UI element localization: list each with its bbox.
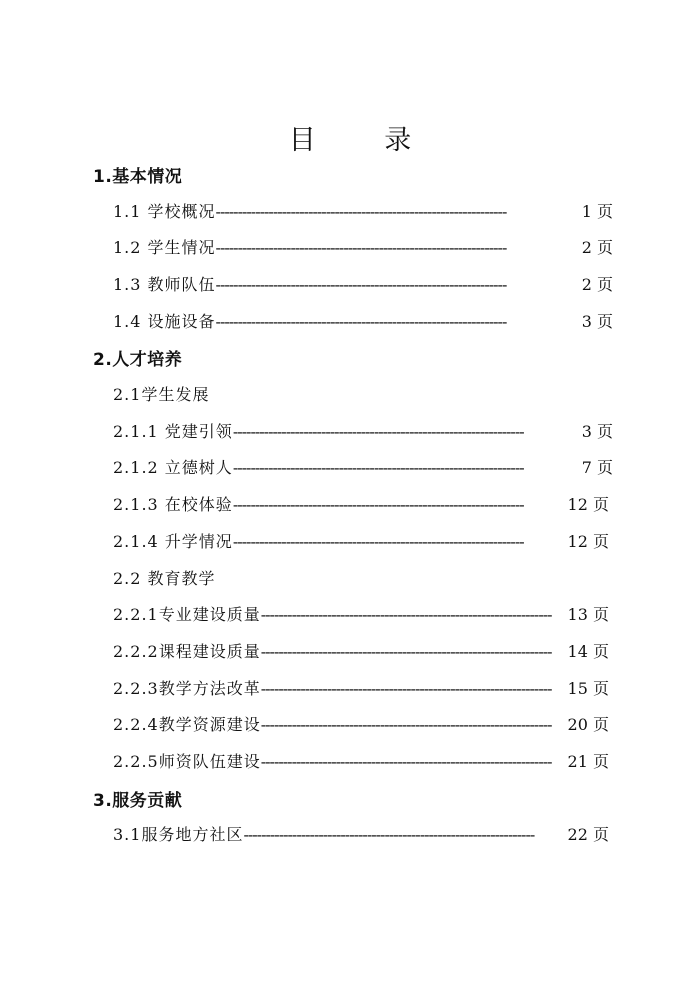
toc-leader: ------------------------------------------------------------------ <box>260 605 552 624</box>
toc-entry-label: 2.2.1专业建设质量 <box>113 605 261 624</box>
toc-entry-label: 2.2.4教学资源建设 <box>113 715 261 734</box>
toc-page-number: 3 页 <box>581 312 613 331</box>
toc-entry-label: 1.2 学生情况 <box>113 238 216 257</box>
section-heading-3: 3.服务贡献 <box>93 791 183 811</box>
toc-page-number: 12 页 <box>567 532 609 551</box>
toc-leader: ------------------------------------------------------------------ <box>215 312 507 331</box>
toc-page-number: 1 页 <box>581 202 613 221</box>
toc-entry-label: 2.1.3 在校体验 <box>113 495 233 514</box>
toc-page-number: 20 页 <box>567 715 609 734</box>
section-heading-2: 2.人才培养 <box>93 350 183 370</box>
toc-leader: ------------------------------------------------------------------ <box>215 202 507 221</box>
toc-entry[interactable] <box>113 822 609 845</box>
toc-entry[interactable] <box>113 639 609 662</box>
toc-entry[interactable] <box>113 712 609 735</box>
toc-entry[interactable] <box>113 676 609 699</box>
toc-entry[interactable] <box>113 602 609 625</box>
toc-leader: ------------------------------------------------------------------ <box>260 715 552 734</box>
toc-entry[interactable] <box>113 529 609 552</box>
toc-entry-label: 3.1服务地方社区 <box>113 825 244 844</box>
toc-page-number: 2 页 <box>581 275 613 294</box>
toc-entry-label: 1.3 教师队伍 <box>113 275 216 294</box>
toc-page-number: 7 页 <box>581 458 613 477</box>
toc-leader: ------------------------------------------------------------------ <box>243 825 535 844</box>
toc-entry-label: 2.1.4 升学情况 <box>113 532 233 551</box>
toc-entry[interactable] <box>113 492 609 515</box>
toc-entry-label: 2.2.2课程建设质量 <box>113 642 261 661</box>
toc-page-number: 15 页 <box>567 679 609 698</box>
toc-entry[interactable] <box>113 272 613 295</box>
subsection-heading: 2.1学生发展 <box>113 385 210 404</box>
toc-page-number: 21 页 <box>567 752 609 771</box>
toc-entry[interactable] <box>113 419 613 442</box>
subsection-heading: 2.2 教育教学 <box>113 569 216 588</box>
toc-page-number: 14 页 <box>567 642 609 661</box>
page-title: 目 录 <box>288 125 442 156</box>
toc-entry-label: 2.1.2 立德树人 <box>113 458 233 477</box>
toc-leader: ------------------------------------------------------------------ <box>232 458 524 477</box>
toc-page-number: 22 页 <box>567 825 609 844</box>
toc-leader: ------------------------------------------------------------------ <box>215 275 507 294</box>
toc-leader: ------------------------------------------------------------------ <box>260 679 552 698</box>
toc-leader: ------------------------------------------------------------------ <box>232 532 524 551</box>
toc-entry[interactable] <box>113 235 613 258</box>
toc-entry-label: 1.4 设施设备 <box>113 312 216 331</box>
toc-page-number: 13 页 <box>567 605 609 624</box>
toc-entry[interactable] <box>113 455 613 478</box>
toc-leader: ------------------------------------------------------------------ <box>260 642 552 661</box>
toc-entry-label: 2.2.5师资队伍建设 <box>113 752 261 771</box>
toc-leader: ------------------------------------------------------------------ <box>232 495 524 514</box>
toc-leader: ------------------------------------------------------------------ <box>232 422 524 441</box>
toc-entry-label: 2.1.1 党建引领 <box>113 422 233 441</box>
section-heading-1: 1.基本情况 <box>93 167 183 187</box>
toc-entry[interactable] <box>113 309 613 332</box>
toc-entry[interactable] <box>113 199 613 222</box>
toc-entry[interactable] <box>113 749 609 772</box>
toc-page-number: 3 页 <box>581 422 613 441</box>
toc-page-number: 2 页 <box>581 238 613 257</box>
toc-page-number: 12 页 <box>567 495 609 514</box>
toc-entry-label: 2.2.3教学方法改革 <box>113 679 261 698</box>
toc-leader: ------------------------------------------------------------------ <box>215 238 507 257</box>
toc-entry-label: 1.1 学校概况 <box>113 202 216 221</box>
toc-leader: ------------------------------------------------------------------ <box>260 752 552 771</box>
